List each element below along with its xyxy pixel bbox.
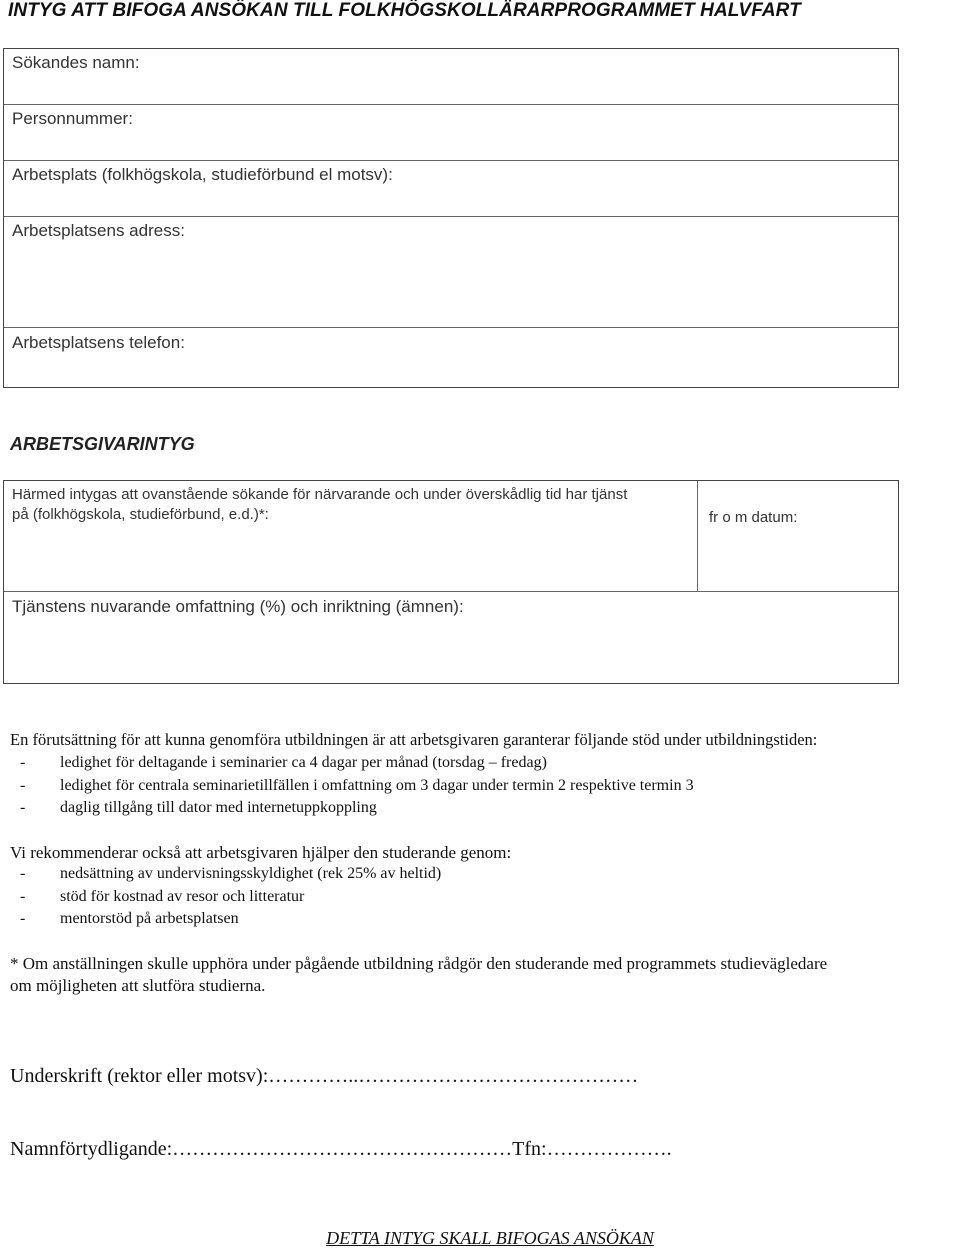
divider [4, 104, 898, 105]
bullet-dash: - [20, 776, 26, 794]
bullet-dash: - [20, 799, 26, 816]
workplace-field[interactable]: Arbetsplats (folkhögskola, studieförbund el motsv): [12, 165, 393, 184]
divider [4, 327, 898, 328]
footer-note: DETTA INTYG SKALL BIFOGAS ANSÖKAN [326, 1228, 654, 1248]
divider [4, 160, 898, 161]
bullet-dash: - [20, 887, 26, 905]
bullet-dash: - [20, 865, 26, 882]
from-date-field[interactable]: fr o m datum: [709, 509, 798, 526]
divider [4, 216, 898, 217]
signature-line[interactable]: Underskrift (rektor eller motsv):…………..…………………………………… [10, 1065, 639, 1087]
prerequisites-intro: En förutsättning för att kunna genomföra utbildningen är att arbetsgivaren garanterar följande stöd under utbildningstiden: [10, 730, 818, 749]
bullet-dash: - [20, 754, 26, 771]
applicant-info-box [3, 48, 899, 388]
employer-certificate-box [3, 480, 899, 684]
applicant-name-field[interactable]: Sökandes namn: [12, 53, 140, 72]
document-title: INTYG ATT BIFOGA ANSÖKAN TILL FOLKHÖGSKOLLÄRARPROGRAMMET HALVFART [8, 0, 801, 21]
list-item: - stöd för kostnad av resor och litteratur [10, 886, 441, 909]
personal-number-field[interactable]: Personnummer: [12, 109, 133, 128]
divider [4, 591, 898, 592]
divider [697, 481, 698, 591]
workplace-address-field[interactable]: Arbetsplatsens adress: [12, 221, 185, 240]
employment-note [10, 953, 827, 997]
employer-field[interactable]: på (folkhögskola, studieförbund, e.d.)*: [12, 506, 269, 523]
scope-field[interactable]: Tjänstens nuvarande omfattning (%) och inriktning (ämnen): [12, 597, 464, 616]
name-clarification-line[interactable]: Namnförtydligande:……………………………………………Tfn:………………. [10, 1138, 672, 1160]
list-item: - ledighet för deltagande i seminarier ca 4 dagar per månad (torsdag – fredag) [10, 752, 694, 775]
list-item: - mentorstöd på arbetsplatsen [10, 908, 441, 931]
certification-text [12, 485, 627, 525]
prerequisites-list [10, 752, 694, 820]
note-line: om möjligheten att slutföra studierna. [10, 976, 266, 995]
list-item: - daglig tillgång till dator med internetuppkoppling [10, 797, 694, 820]
employer-certificate-heading: ARBETSGIVARINTYG [10, 434, 195, 454]
note-line: * Om anställningen skulle upphöra under pågående utbildning rådgör den studerande med programmets studievägledare [10, 954, 828, 973]
certification-line: Härmed intygas att ovanstående sökande för närvarande och under överskådlig tid har tjänst [12, 486, 628, 503]
bullet-dash: - [20, 910, 26, 927]
list-item: - ledighet för centrala seminarietillfällen i omfattning om 3 dagar under termin 2 respektive termin 3 [10, 775, 694, 798]
recommendations-list [10, 863, 441, 931]
recommendations-intro: Vi rekommenderar också att arbetsgivaren hjälper den studerande genom: [10, 843, 512, 862]
list-item: - nedsättning av undervisningsskyldighet (rek 25% av heltid) [10, 863, 441, 886]
workplace-phone-field[interactable]: Arbetsplatsens telefon: [12, 333, 185, 352]
